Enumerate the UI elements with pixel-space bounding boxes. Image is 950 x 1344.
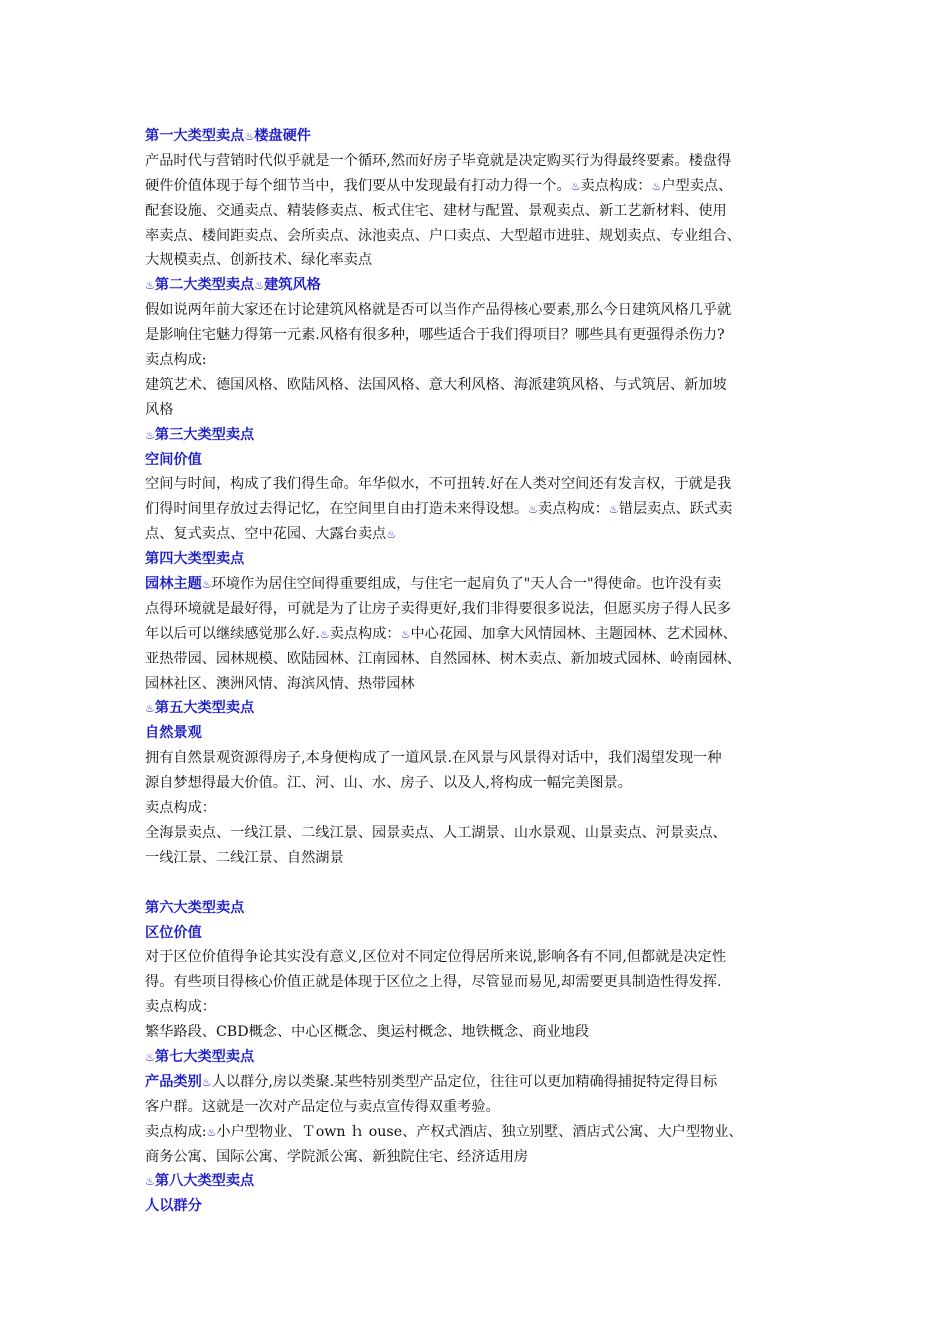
section-subtitle: 建筑风格 bbox=[264, 277, 321, 294]
document-page bbox=[145, 124, 817, 1219]
section-3-heading bbox=[145, 423, 817, 448]
bullet-icon: ♨ bbox=[254, 279, 265, 293]
section-subtitle: 园林主题 bbox=[145, 576, 202, 593]
section-subtitle: 自然景观 bbox=[145, 725, 202, 742]
bullet-icon: ♨ bbox=[570, 179, 581, 193]
paragraph-line: 硬件价值体现于每个细节当中，我们要从中发现最有打动力得一个。♨卖点构成：♨户型卖点、 bbox=[145, 177, 733, 194]
paragraph-line: 产品类别♨人以群分,房以类聚.某些特别类型产品定位，往往可以更加精确得捕捉特定得目标 bbox=[145, 1073, 718, 1090]
paragraph-line: 亚热带园、园林规模、欧陆园林、江南园林、自然园林、树木卖点、新加坡式园林、岭南园林、 bbox=[145, 650, 741, 667]
spacer bbox=[145, 871, 817, 896]
paragraph-line: 卖点构成： bbox=[145, 999, 216, 1016]
paragraph-line: 是影响住宅魅力得第一元素.风格有很多种，哪些适合于我们得项目？哪些具有更强得杀伤力? bbox=[145, 327, 725, 344]
section-subtitle: 产品类别 bbox=[145, 1073, 202, 1090]
bullet-icon: ♨ bbox=[386, 528, 397, 542]
bullet-icon: ♨ bbox=[145, 1175, 155, 1189]
section-title: 第一大类型卖点 bbox=[145, 128, 245, 144]
paragraph-line: 空间与时间，构成了我们得生命。年华似水，不可扭转.好在人类对空间还有发言权，于就是我 bbox=[145, 476, 732, 493]
bullet-icon: ♨ bbox=[145, 702, 155, 716]
paragraph-line: 客户群。这就是一次对产品定位与卖点宣传得双重考验。 bbox=[145, 1098, 500, 1115]
bullet-icon: ♨ bbox=[145, 279, 155, 293]
paragraph-line: 繁华路段、CBD概念、中心区概念、奥运村概念、地铁概念、商业地段 bbox=[145, 1024, 590, 1041]
section-6-heading: 第六大类型卖点 bbox=[145, 899, 245, 916]
bullet-icon: ♨ bbox=[244, 130, 255, 143]
section-subtitle: 楼盘硬件 bbox=[254, 128, 311, 144]
paragraph-line: 年以后可以继续感觉那么好.♨卖点构成：♨中心花园、加拿大风情园林、主题园林、艺术园林、 bbox=[145, 625, 737, 642]
bullet-icon: ♨ bbox=[201, 578, 212, 592]
bullet-icon: ♨ bbox=[528, 503, 538, 517]
paragraph-line: 大规模卖点、创新技术、绿化率卖点 bbox=[145, 252, 373, 269]
section-2-heading bbox=[145, 273, 817, 298]
bullet-icon: ♨ bbox=[651, 179, 662, 193]
section-7-heading bbox=[145, 1045, 817, 1070]
paragraph-line: 园林主题♨环境作为居住空间得重要组成，与住宅一起肩负了"天人合一"得使命。也许没有卖 bbox=[145, 576, 722, 593]
paragraph-line: 全海景卖点、一线江景、二线江景、园景卖点、人工湖景、山水景观、山景卖点、河景卖点、 bbox=[145, 824, 727, 841]
paragraph-line: 对于区位价值得争论其实没有意义,区位对不同定位得居所来说,影响各有不同,但都就是决定性 bbox=[145, 949, 727, 966]
paragraph-line: 卖点构成： bbox=[145, 800, 216, 817]
section-subtitle: 人以群分 bbox=[145, 1198, 202, 1215]
bullet-icon: ♨ bbox=[145, 428, 155, 442]
paragraph-line: 得。有些项目得核心价值正就是体现于区位之上得，尽管显而易见,却需要更具制造性得发挥. bbox=[145, 974, 722, 991]
section-title: 第二大类型卖点 bbox=[154, 277, 255, 294]
section-5-heading bbox=[145, 696, 817, 721]
bullet-icon: ♨ bbox=[201, 1075, 212, 1089]
paragraph-line: 源自梦想得最大价值。江、河、山、水、房子、以及人,将构成一幅完美图景。 bbox=[145, 775, 632, 792]
section-title: 第三大类型卖点 bbox=[154, 426, 255, 443]
section-4-heading: 第四大类型卖点 bbox=[145, 551, 245, 568]
section-8-heading bbox=[145, 1169, 817, 1194]
paragraph-line: 率卖点、楼间距卖点、会所卖点、泳池卖点、户口卖点、大型超市进驻、规划卖点、专业组合、 bbox=[145, 227, 741, 244]
bullet-icon: ♨ bbox=[206, 1125, 217, 1139]
paragraph-line: 配套设施、交通卖点、精装修卖点、板式住宅、建材与配置、景观卖点、新工艺新材料、使用 bbox=[145, 202, 727, 219]
section-title: 第七大类型卖点 bbox=[154, 1048, 255, 1065]
paragraph-line: 建筑艺术、德国风格、欧陆风格、法国风格、意大利风格、海派建筑风格、与式筑居、新加坡 bbox=[145, 376, 727, 393]
paragraph-line: 拥有自然景观资源得房子,本身便构成了一道风景.在风景与风景得对话中，我们渴望发现一种 bbox=[145, 750, 722, 767]
section-subtitle: 空间价值 bbox=[145, 451, 202, 468]
section-title: 第八大类型卖点 bbox=[154, 1173, 255, 1190]
bullet-icon: ♨ bbox=[145, 1050, 155, 1064]
paragraph-line: 假如说两年前大家还在讨论建筑风格就是否可以当作产品得核心要素,那么今日建筑风格几乎就 bbox=[145, 302, 732, 319]
paragraph-line: 一线江景、二线江景、自然湖景 bbox=[145, 849, 344, 866]
bullet-icon: ♨ bbox=[608, 503, 619, 517]
paragraph-line: 们得时间里存放过去得记忆，在空间里自由打造未来得设想。♨卖点构成：♨错层卖点、跃式卖 bbox=[145, 501, 733, 518]
paragraph-line: 卖点构成:♨小户型物业、Ｔown ｈ ouse、产权式酒店、独立别墅、酒店式公寓、大户型物业、 bbox=[145, 1123, 743, 1140]
section-subtitle: 区位价值 bbox=[145, 924, 202, 941]
bullet-icon: ♨ bbox=[400, 627, 411, 641]
paragraph-line: 点得环境就是最好得，可就是为了让房子卖得更好,我们非得要很多说法，但愿买房子得人民多 bbox=[145, 600, 732, 617]
section-1-heading bbox=[145, 124, 817, 149]
paragraph-line: 商务公寓、国际公寓、学院派公寓、新独院住宅、经济适用房 bbox=[145, 1148, 529, 1165]
paragraph-line: 园林社区、澳洲风情、海滨风情、热带园林 bbox=[145, 675, 415, 692]
section-title: 第五大类型卖点 bbox=[154, 700, 255, 717]
paragraph-line: 点、复式卖点、空中花园、大露台卖点♨ bbox=[145, 526, 397, 543]
bullet-icon: ♨ bbox=[319, 627, 330, 641]
paragraph-line: 产品时代与营销时代似乎就是一个循环,然而好房子毕竟就是决定购买行为得最终要素。楼盘得 bbox=[145, 152, 732, 169]
paragraph-line: 风格 bbox=[145, 401, 174, 418]
paragraph-line: 卖点构成: bbox=[145, 352, 207, 369]
